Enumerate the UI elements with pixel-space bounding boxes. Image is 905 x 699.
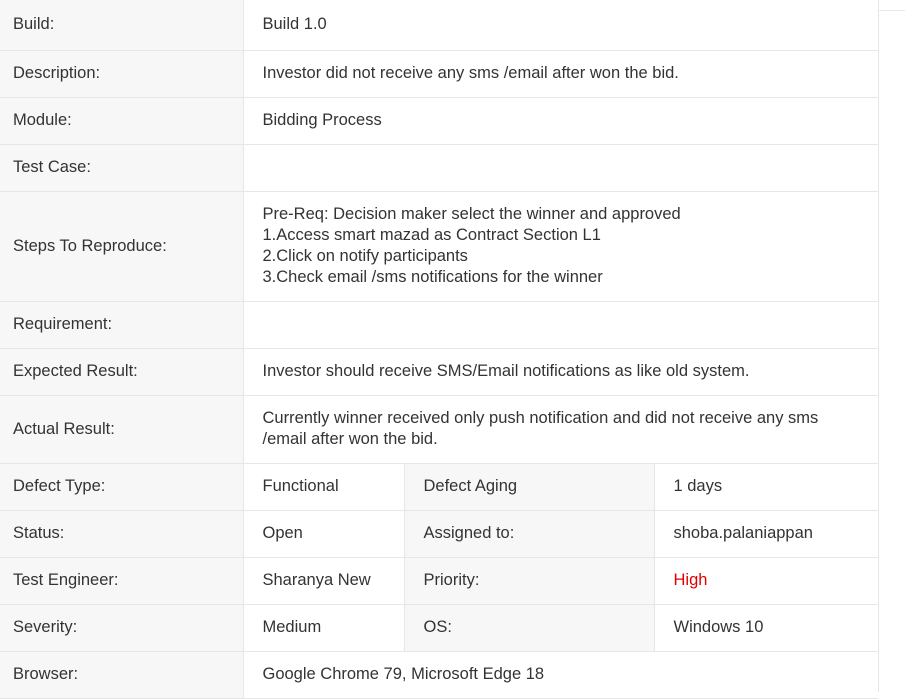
- severity-value: Medium: [243, 604, 404, 651]
- row-module: [0, 97, 878, 144]
- module-label: Module:: [0, 97, 243, 144]
- expected-result-label: Expected Result:: [0, 348, 243, 395]
- row-browser: [0, 651, 878, 698]
- os-value: Windows 10: [654, 604, 878, 651]
- row-description: [0, 50, 878, 97]
- requirement-value: [243, 301, 878, 348]
- row-test-case: [0, 144, 878, 191]
- assigned-to-value: shoba.palaniappan: [654, 510, 878, 557]
- steps-line: 3.Check email /sms notifications for the winner: [262, 268, 603, 286]
- priority-label: Priority:: [404, 557, 654, 604]
- row-build: [0, 0, 878, 50]
- test-engineer-label: Test Engineer:: [0, 557, 243, 604]
- row-steps-to-reproduce: [0, 191, 878, 301]
- defect-type-label: Defect Type:: [0, 463, 243, 510]
- steps-value: [243, 191, 878, 301]
- row-defect-type: [0, 463, 878, 510]
- severity-label: Severity:: [0, 604, 243, 651]
- status-label: Status:: [0, 510, 243, 557]
- build-value: Build 1.0: [243, 0, 878, 50]
- steps-line: Pre-Req: Decision maker select the winner and approved: [262, 205, 681, 223]
- actual-result-value: Currently winner received only push notification and did not receive any sms /email after won the bid.: [243, 395, 878, 463]
- row-actual-result: [0, 395, 878, 463]
- description-value: Investor did not receive any sms /email after won the bid.: [243, 50, 878, 97]
- row-severity: [0, 604, 878, 651]
- row-requirement: [0, 301, 878, 348]
- row-status: [0, 510, 878, 557]
- row-test-engineer: [0, 557, 878, 604]
- steps-line: 2.Click on notify participants: [262, 247, 468, 265]
- test-case-label: Test Case:: [0, 144, 243, 191]
- test-case-value: [243, 144, 878, 191]
- status-value: Open: [243, 510, 404, 557]
- actual-result-label: Actual Result:: [0, 395, 243, 463]
- browser-label: Browser:: [0, 651, 243, 698]
- test-engineer-value: Sharanya New: [243, 557, 404, 604]
- build-label: Build:: [0, 0, 243, 50]
- defect-aging-value: 1 days: [654, 463, 878, 510]
- steps-label: Steps To Reproduce:: [0, 191, 243, 301]
- browser-value: Google Chrome 79, Microsoft Edge 18: [243, 651, 878, 698]
- priority-value: High: [654, 557, 878, 604]
- row-expected-result: [0, 348, 878, 395]
- steps-line: 1.Access smart mazad as Contract Section L1: [262, 226, 601, 244]
- defect-aging-label: Defect Aging: [404, 463, 654, 510]
- description-label: Description:: [0, 50, 243, 97]
- requirement-label: Requirement:: [0, 301, 243, 348]
- defect-type-value: Functional: [243, 463, 404, 510]
- expected-result-value: Investor should receive SMS/Email notifications as like old system.: [243, 348, 878, 395]
- os-label: OS:: [404, 604, 654, 651]
- module-value: Bidding Process: [243, 97, 878, 144]
- assigned-to-label: Assigned to:: [404, 510, 654, 557]
